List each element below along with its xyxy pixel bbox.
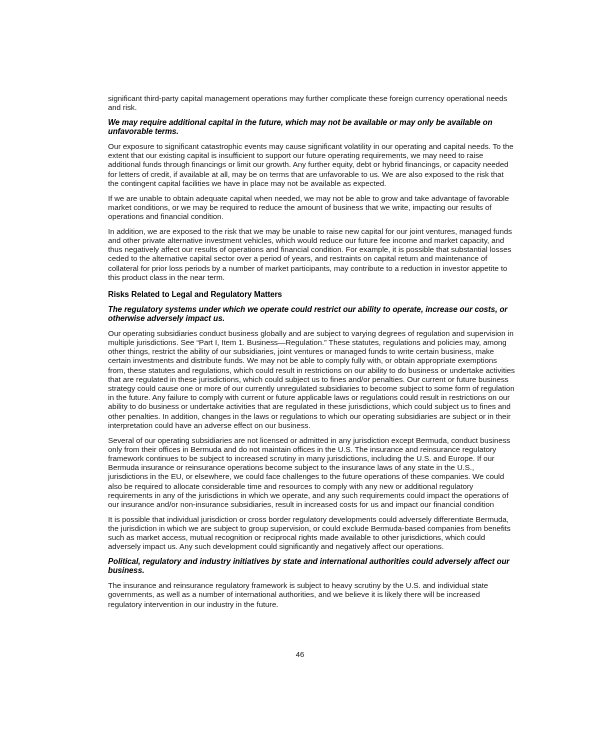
body-paragraph: Our exposure to significant catastrophic events may cause significant volatility in our operating and capital needs. To the extent that our existing capital is insufficient to support our future operating requirements, we may need to raise additional funds through financings or limit our growth. Any further equity, debt or hybrid financings, or capacity needed for letters of credit, if available at all, may be on terms that are unfavorable to us. We are also exposed to the risk that the contingent capital facilities we have in place may not be available as expected. — [108, 142, 514, 188]
document-page — [108, 94, 516, 614]
body-paragraph: In addition, we are exposed to the risk that we may be unable to raise new capital for our joint ventures, managed funds and other private alternative investment vehicles, which would reduce our future fee income and market capacity, and thus negatively affect our results of operations and financial condition. For example, it is possible that substantial losses ceded to the alternative capital sector over a period of years, and restraints on capital return and maintenance of collateral for prior loss periods by a number of market participants, may contribute to a reduction in investor appetite to this product class in the near term. — [108, 226, 512, 282]
body-paragraph: The insurance and reinsurance regulatory framework is subject to heavy scrutiny by the U.S. and individual state governments, as well as a number of international authorities, and we believe it is likely there will be increased regulatory intervention in our industry in the future. — [108, 581, 489, 609]
body-paragraph: significant third-party capital management operations may further complicate these foreign currency operational needs and risk. — [108, 94, 508, 113]
body-paragraph: Several of our operating subsidiaries are not licensed or admitted in any jurisdiction except Bermuda, conduct business only from their offices in Bermuda and do not maintain offices in the U.S. The insurance and reinsurance regulatory framework continues to be subject to increased scrutiny in many jurisdictions, including the U.S. and Europe. If our Bermuda insurance or reinsurance operations become subject to the insurance laws of any state in the U.S., jurisdictions in the EU, or elsewhere, we could face challenges to the future operations of these companies. We could also be required to allocate considerable time and resources to comply with any new or additional regulatory requirements in any of the jurisdictions in which we operate, and any such requirements could impact the operations of our insurance and/or non-insurance subsidiaries, result in increased costs for us and impact our financial condition — [108, 435, 511, 510]
section-heading-legal-regulatory: Risks Related to Legal and Regulatory Matters — [108, 290, 283, 300]
body-paragraph: It is possible that individual jurisdiction or cross border regulatory developments could adversely differentiate Bermuda, the jurisdiction in which we are subject to group supervision, or could exclude Bermuda-based companies from benefits such as market access, mutual recognition or reciprocal rights made available to other jurisdictions, which could adversely impact us. Any such development could significantly and negatively affect our operations. — [108, 514, 511, 552]
body-paragraph: If we are unable to obtain adequate capital when needed, we may not be able to grow and take advantage of favorable market conditions, or we may be required to reduce the amount of business that we write, impacting our results of operations and financial condition. — [108, 193, 509, 222]
page-number: 46 — [295, 650, 305, 659]
body-paragraph: Our operating subsidiaries conduct business globally and are subject to varying degrees of regulation and supervision in multiple jurisdictions. See “Part I, Item 1. Business—Regulation.” These statutes, regulations and policies may, among other things, restrict the ability of our subsidiaries, joint ventures or managed funds to write certain business, make certain investments and distribute funds. We may not be able to comply fully with, or obtain appropriate exemptions from, these statutes and regulations, which could result in restrictions on our ability to do business or undertake activities that are regulated in these jurisdictions, which could subject us to fines and/or penalties. Our current or future business strategy could cause one or more of our currently unregulated subsidiaries to become subject to some form of regulation in the future. Any failure to comply with current or future applicable laws or regulations could result in restrictions on our ability to do business or undertake activities that are regulated in these jurisdictions, which could subject us to fines and other penalties. In addition, changes in the laws or regulations to which our operating subsidiaries are subject or in their interpretation could have an adverse effect on our business. — [108, 328, 515, 430]
subheading-political-initiatives: Political, regulatory and industry initiatives by state and international authorities could adversely affect our business. — [108, 557, 510, 576]
subheading-regulatory-systems: The regulatory systems under which we operate could restrict our ability to operate, increase our costs, or otherwise adversely impact us. — [108, 304, 508, 324]
subheading-additional-capital: We may require additional capital in the future, which may not be available or may only be available on unfavorable terms. — [108, 118, 493, 137]
